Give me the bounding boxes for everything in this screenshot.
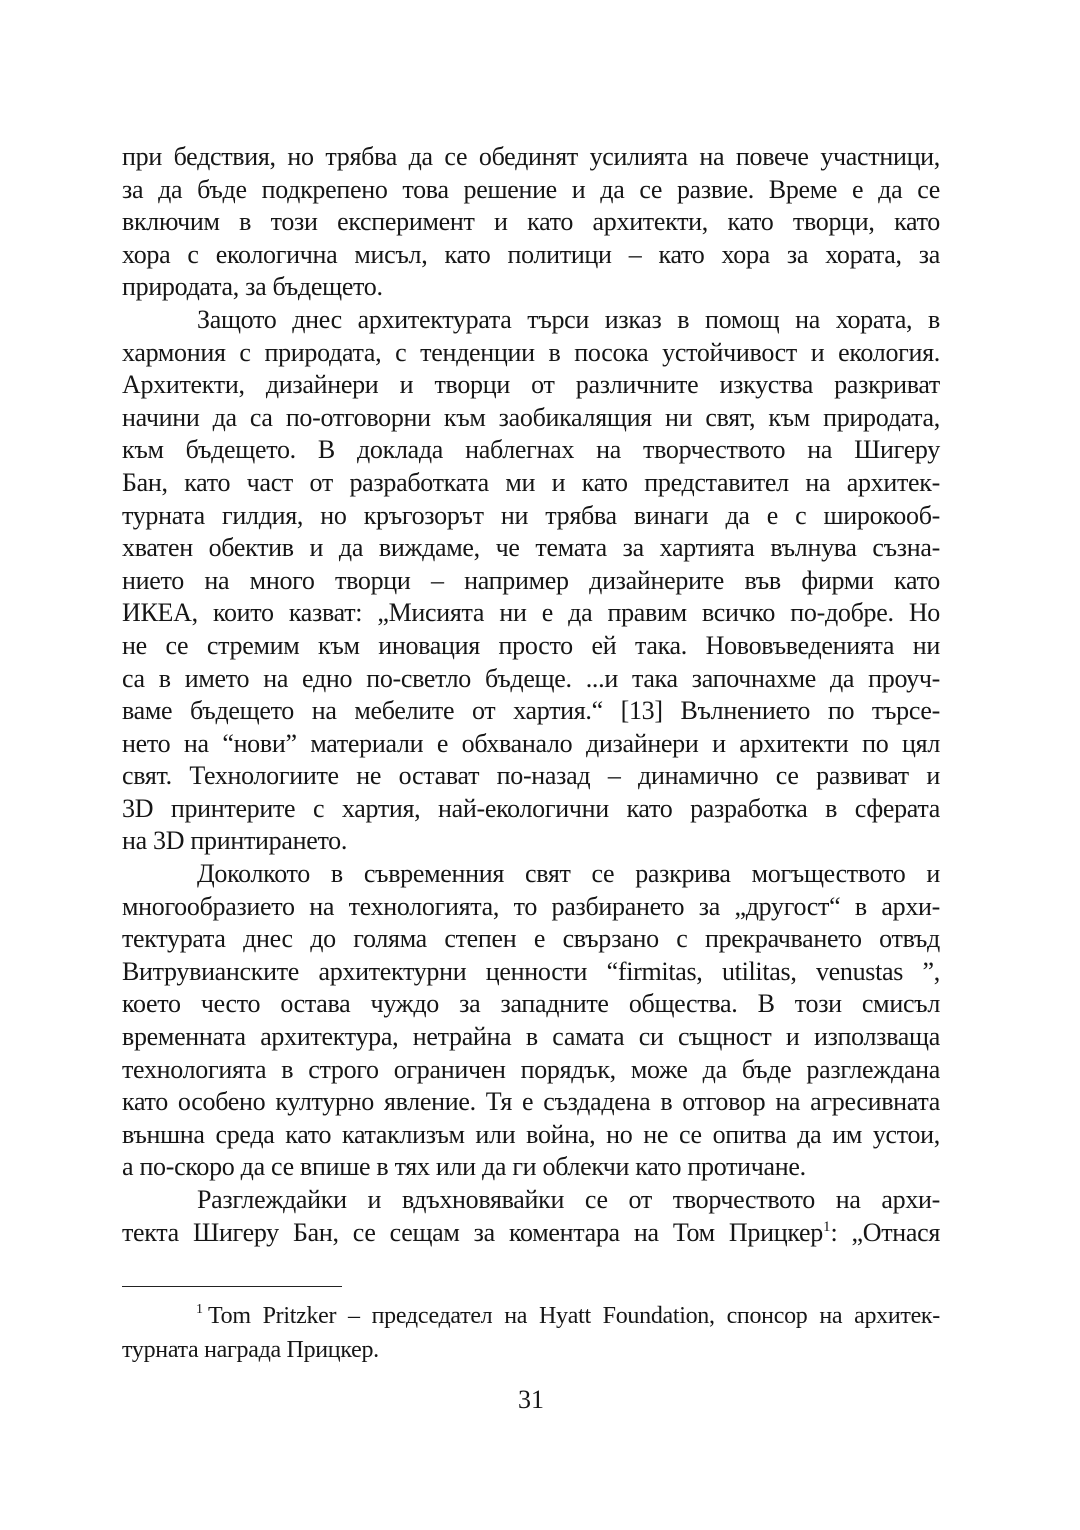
footnote xyxy=(122,1299,940,1367)
footnote-line: турната награда Прицкер. xyxy=(122,1337,379,1363)
text-line: Разглеждайки и вдъхновявайки се от творчеството на архи- xyxy=(197,1185,940,1214)
text-line: технологията в строго ограничен порядък, може да бъде разглеждана xyxy=(122,1054,940,1084)
paragraph-2 xyxy=(122,304,940,858)
text-line: хора с екологична мисъл, като политици – като хора за хората, за xyxy=(122,239,940,269)
text-line: ваме бъдещето на мебелите от хартия.“ [13] Вълнението по търсе- xyxy=(122,696,940,726)
text-line: Витрувианските архитектурни ценности “firmitas, utilitas, venustas ”, xyxy=(122,956,940,986)
text-line: са в името на едно по-светло бъдеще. ...и така започнахме да проуч- xyxy=(122,663,940,693)
text-line: не се стремим към иновация просто ей така. Нововъведенията ни xyxy=(122,630,940,660)
footnote-marker: 1 xyxy=(196,1302,203,1317)
text-line: тектурата днес до голяма степен е свързано с прекрачването отвъд xyxy=(122,924,940,954)
text-line: 3D принтерите с хартия, най-екологични като разработка в сферата xyxy=(122,793,940,823)
text-line: Доколкото в съвременния свят се разкрива могъществото и xyxy=(197,859,940,889)
text-line: при бедствия, но трябва да се обединят усилията на повече участници, xyxy=(122,142,940,171)
page-number: 31 xyxy=(518,1385,544,1414)
body-text xyxy=(122,141,940,1249)
footnote-text: Tom Pritzker – председател на Hyatt Foundation, спонсор на архитек- xyxy=(208,1303,940,1329)
text-line: на 3D принтирането. xyxy=(122,826,348,856)
text-line: за да бъде подкрепено това решение и да се развие. Време е да се xyxy=(122,174,940,204)
text-line: което често остава чуждо за западните общества. В този смисъл xyxy=(122,989,940,1019)
text-line: Бан, като част от разработката ми и като представител на архитек- xyxy=(122,467,940,497)
text-line: към бъдещето. В доклада наблегнах на творчеството на Шигеру xyxy=(122,435,940,465)
text-line: нието на много творци – например дизайнерите във фирми като xyxy=(122,565,940,595)
text-line: начини да са по-отговорни към заобикалящия ни свят, към природата, xyxy=(122,402,940,432)
paragraph-3 xyxy=(122,858,940,1184)
text-line: външна среда като катаклизъм или война, но не се опитва да им устои, xyxy=(122,1119,940,1149)
text-line: Защото днес архитектурата търси изказ в помощ на хората, в xyxy=(197,304,940,334)
text-line: като особено културно явление. Тя е създадена в отговор на агресивната xyxy=(122,1087,940,1117)
text-segment: текта Шигеру Бан, се сещам за коментара на Том Прицкер xyxy=(122,1217,823,1247)
footnote-line xyxy=(122,1299,940,1333)
text-line: нето на “нови” материали е обхванало дизайнери и архитекти по цял xyxy=(122,728,940,758)
text-line: свят. Технологиите не остават по-назад – динамично се развиват и xyxy=(122,761,940,791)
text-line: Архитекти, дизайнери и творци от различните изкуства разкриват xyxy=(122,370,940,400)
text-line: включим в този експеримент и като архитекти, като творци, като xyxy=(122,207,940,237)
paragraph-4 xyxy=(122,1184,940,1249)
text-line: многообразието на технологията, то разбирането за „другост“ в архи- xyxy=(122,891,940,921)
footnote-separator xyxy=(122,1286,342,1287)
text-line: хармония с природата, с тенденции в посока устойчивост и екология. xyxy=(122,337,940,367)
text-line: хватен обектив и да виждаме, че темата за хартията вълнува съзна- xyxy=(122,533,940,563)
text-line: а по-скоро да се впише в тях или да ги облекчи като протичане. xyxy=(122,1152,806,1182)
text-line: временната архитектура, нетрайна в самата си същност и използваща xyxy=(122,1022,940,1052)
text-line: природата, за бъдещето. xyxy=(122,272,383,302)
text-line xyxy=(122,1217,940,1250)
text-line: турната гилдия, но кръгозорът ни трябва винаги да е с широкооб- xyxy=(122,500,940,530)
text-line: ИКЕА, които казват: „Мисията ни е да правим всичко по-добре. Но xyxy=(122,598,940,628)
text-segment: : „Отнася xyxy=(830,1217,941,1247)
paragraph-1 xyxy=(122,141,940,304)
footnote-reference: 1 xyxy=(822,1218,831,1235)
